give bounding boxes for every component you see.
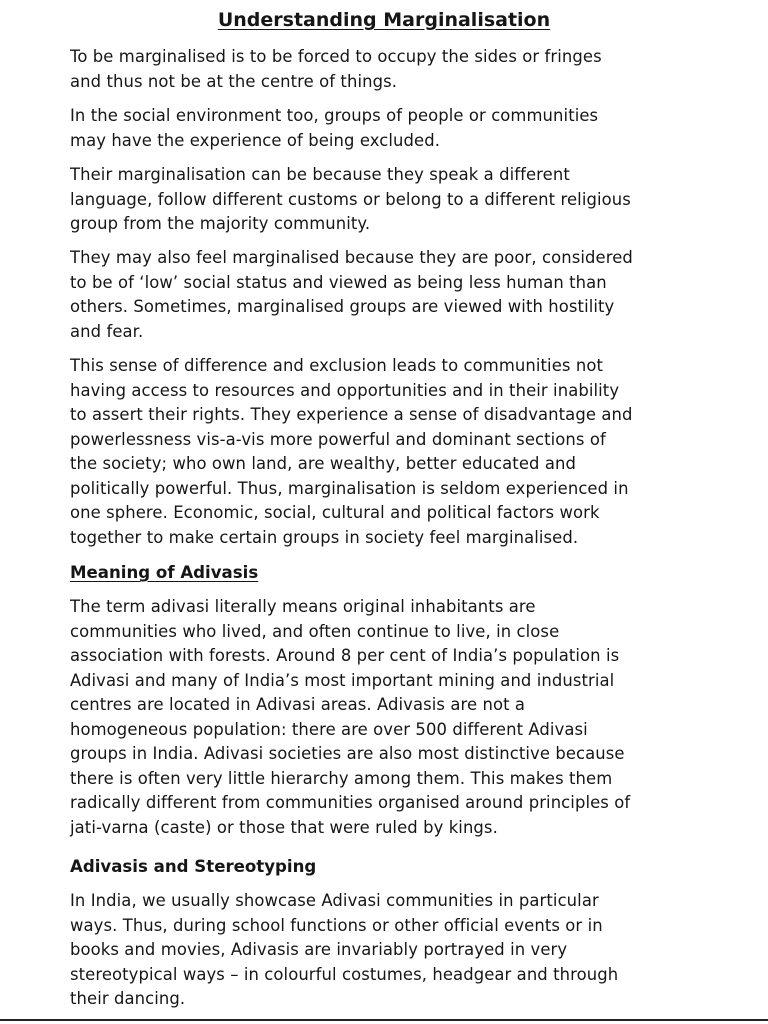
paragraph-social-environment bbox=[70, 104, 730, 153]
text-line: to assert their rights. They experience a sense of disadvantage and bbox=[70, 405, 633, 424]
text-line: may have the experience of being excluded. bbox=[70, 130, 441, 150]
text-line: In the social environment too, groups of people or communities bbox=[70, 106, 599, 125]
text-line: communities who lived, and often continue to live, in close bbox=[70, 621, 560, 641]
text-line: centres are located in Adivasi areas. Adivasis are not a bbox=[70, 695, 526, 714]
paragraph-reasons bbox=[70, 163, 730, 237]
section-heading-meaning-of-adivasis: Meaning of Adivasis bbox=[70, 563, 259, 582]
text-line: having access to resources and opportunities and in their inability bbox=[70, 380, 620, 400]
document-title: Understanding Marginalisation bbox=[217, 9, 551, 31]
paragraph-poverty bbox=[70, 246, 730, 344]
text-line: books and movies, Adivasis are invariably portrayed in very bbox=[70, 940, 568, 959]
text-line: The term adivasi literally means original inhabitants are bbox=[70, 597, 536, 616]
text-line: groups in India. Adivasi societies are also most distinctive because bbox=[70, 744, 625, 763]
paragraph-stereotyping bbox=[70, 889, 730, 1012]
text-line: and thus not be at the centre of things. bbox=[70, 71, 398, 91]
text-line: They may also feel marginalised because they are poor, considered bbox=[70, 248, 633, 267]
text-line: Their marginalisation can be because they speak a different bbox=[70, 165, 570, 184]
text-line: powerlessness vis-a-vis more powerful and dominant sections of bbox=[70, 429, 606, 449]
text-line: This sense of difference and exclusion leads to communities not bbox=[70, 356, 603, 375]
text-line: politically powerful. Thus, marginalisation is seldom experienced in bbox=[70, 478, 629, 498]
text-line: together to make certain groups in society feel marginalised. bbox=[70, 527, 579, 547]
paragraph-adivasi-meaning bbox=[70, 595, 730, 840]
text-line: homogeneous population: there are over 500 different Adivasi bbox=[70, 719, 588, 739]
text-line: radically different from communities organised around principles of bbox=[70, 793, 631, 812]
text-line: To be marginalised is to be forced to occupy the sides or fringes bbox=[70, 47, 602, 66]
text-line: ways. Thus, during school functions or other official events or in bbox=[70, 915, 603, 935]
text-line: language, follow different customs or belong to a different religious bbox=[70, 189, 631, 209]
text-line: their dancing. bbox=[70, 989, 186, 1008]
text-line: jati-varna (caste) or those that were ruled by kings. bbox=[70, 817, 498, 837]
text-line: In India, we usually showcase Adivasi communities in particular bbox=[70, 891, 599, 910]
text-line: stereotypical ways – in colourful costumes, headgear and through bbox=[70, 964, 619, 984]
text-line: and fear. bbox=[70, 321, 144, 341]
section-heading-adivasis-and-stereotyping: Adivasis and Stereotyping bbox=[70, 857, 317, 876]
paragraph-definition bbox=[70, 45, 730, 94]
text-line: Adivasi and many of India’s most important mining and industrial bbox=[70, 670, 615, 690]
text-line: to be of ‘low’ social status and viewed as being less human than bbox=[70, 272, 607, 292]
paragraph-exclusion bbox=[70, 354, 730, 550]
text-line: group from the majority community. bbox=[70, 214, 371, 233]
text-line: association with forests. Around 8 per cent of India’s population is bbox=[70, 646, 620, 665]
text-line: one sphere. Economic, social, cultural and political factors work bbox=[70, 503, 600, 522]
text-line: others. Sometimes, marginalised groups are viewed with hostility bbox=[70, 297, 615, 316]
page-bottom-rule bbox=[0, 1019, 768, 1021]
text-line: there is often very little hierarchy among them. This makes them bbox=[70, 768, 613, 788]
text-line: the society; who own land, are wealthy, better educated and bbox=[70, 454, 576, 473]
